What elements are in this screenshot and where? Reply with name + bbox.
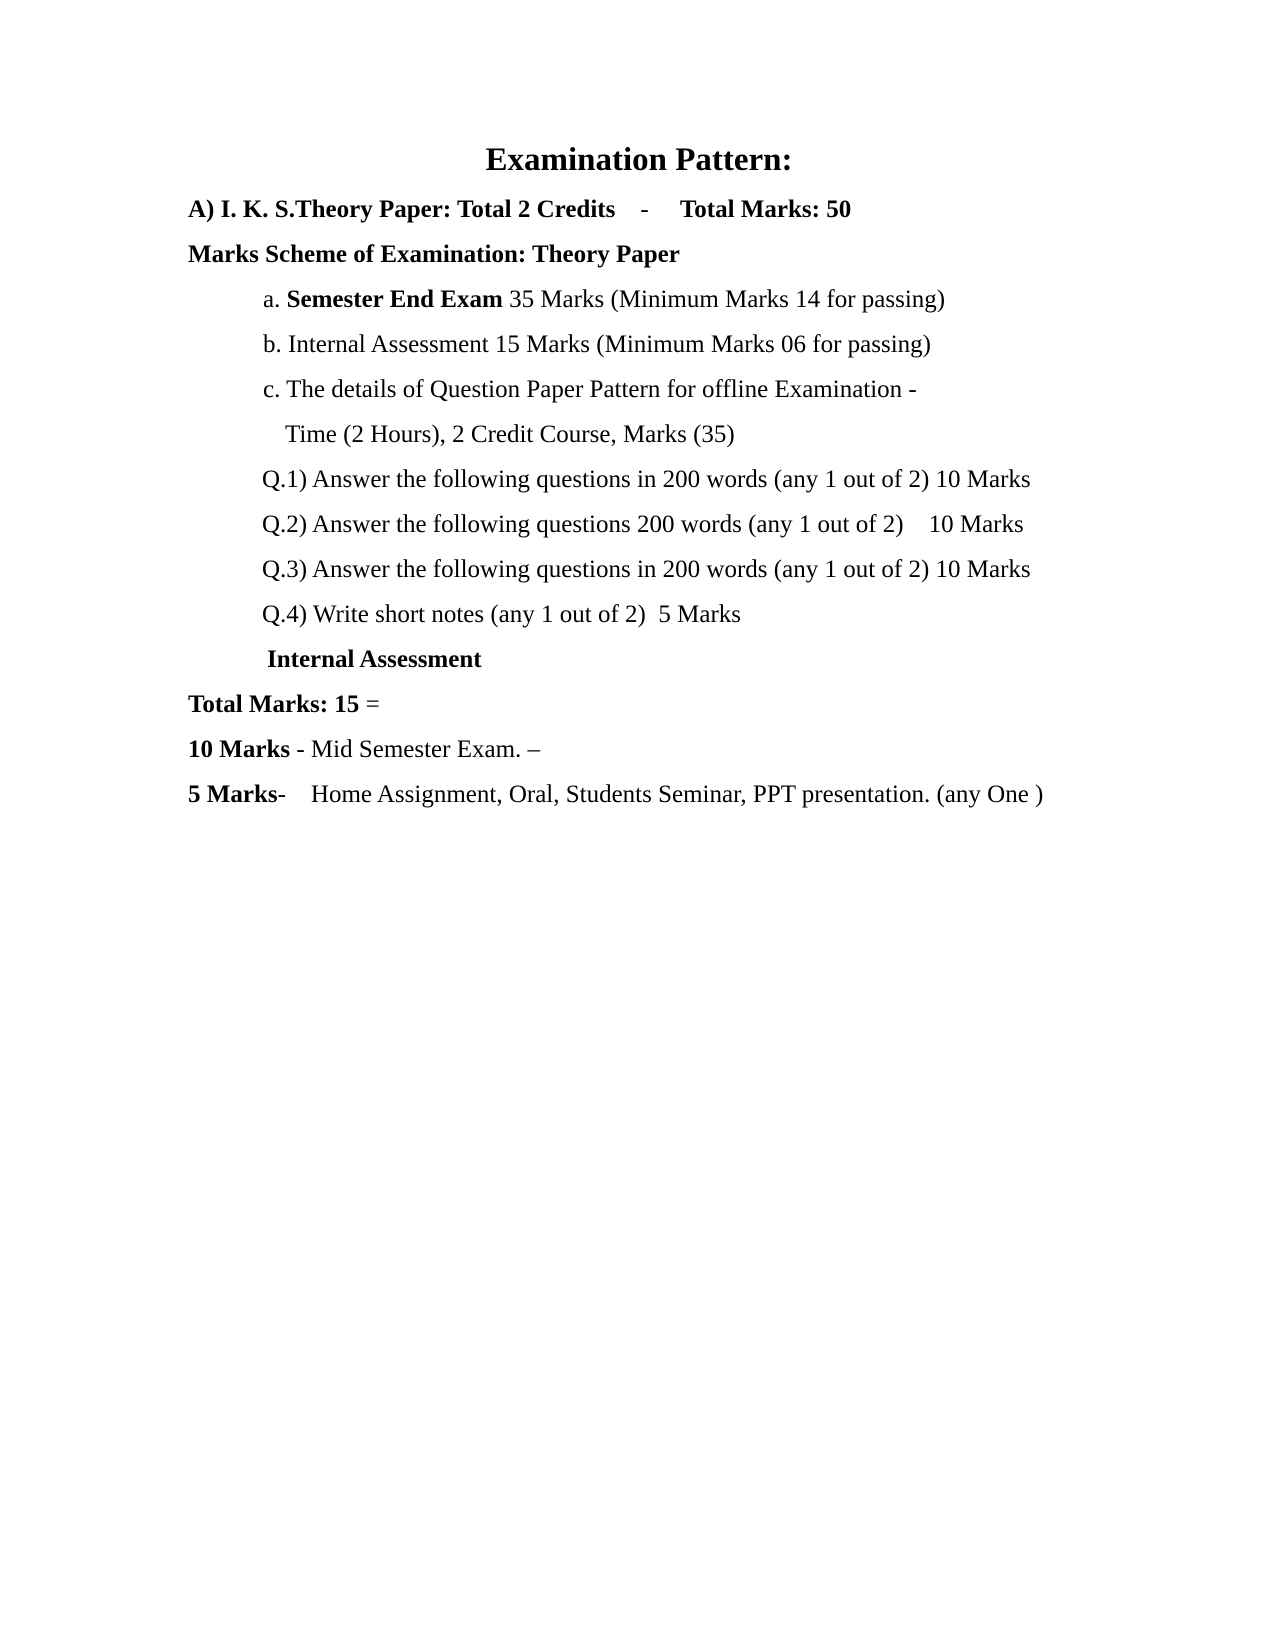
heading-theory-paper-right: Total Marks: 50 bbox=[679, 196, 852, 223]
five-marks-bold: 5 Marks bbox=[188, 781, 278, 808]
total-marks-suffix: = bbox=[359, 691, 380, 718]
heading-theory-paper bbox=[188, 195, 1090, 224]
total-marks-line bbox=[188, 690, 1090, 719]
list-item-a-bold: Semester End Exam bbox=[286, 286, 503, 313]
question-3-line: Q.3) Answer the following questions in 200 words (any 1 out of 2) 10 Marks bbox=[262, 556, 1031, 583]
list-item-a bbox=[263, 285, 1090, 314]
total-marks-bold: Total Marks: 15 bbox=[188, 691, 360, 718]
question-2-line: Q.2) Answer the following questions 200 words (any 1 out of 2) 10 Marks bbox=[262, 511, 1024, 538]
list-item-a-suffix: 35 Marks (Minimum Marks 14 for passing) bbox=[502, 286, 946, 313]
question-4-line: Q.4) Write short notes (any 1 out of 2) 5 Marks bbox=[262, 601, 742, 628]
internal-assessment-heading: Internal Assessment bbox=[267, 646, 482, 673]
five-marks-suffix: - Home Assignment, Oral, Students Seminar, PPT presentation. (any One ) bbox=[277, 781, 1044, 808]
list-item-a-prefix: a. bbox=[263, 286, 287, 313]
ten-marks-line bbox=[188, 735, 1090, 764]
question-1-line: Q.1) Answer the following questions in 200 words (any 1 out of 2) 10 Marks bbox=[262, 466, 1031, 493]
ten-marks-suffix: - Mid Semester Exam. – bbox=[290, 736, 541, 763]
time-credit-line: Time (2 Hours), 2 Credit Course, Marks (35) bbox=[285, 421, 735, 448]
heading-marks-scheme: Marks Scheme of Examination: Theory Paper bbox=[188, 241, 680, 268]
list-item-b: b. Internal Assessment 15 Marks (Minimum Marks 06 for passing) bbox=[263, 331, 931, 358]
heading-theory-paper-separator: - bbox=[615, 196, 680, 223]
document-title: Examination Pattern: bbox=[485, 142, 793, 178]
heading-theory-paper-left: A) I. K. S.Theory Paper: Total 2 Credits bbox=[188, 196, 616, 223]
ten-marks-bold: 10 Marks bbox=[188, 736, 291, 763]
list-item-c: c. The details of Question Paper Pattern for offline Examination - bbox=[263, 376, 917, 403]
five-marks-line bbox=[188, 780, 1090, 809]
